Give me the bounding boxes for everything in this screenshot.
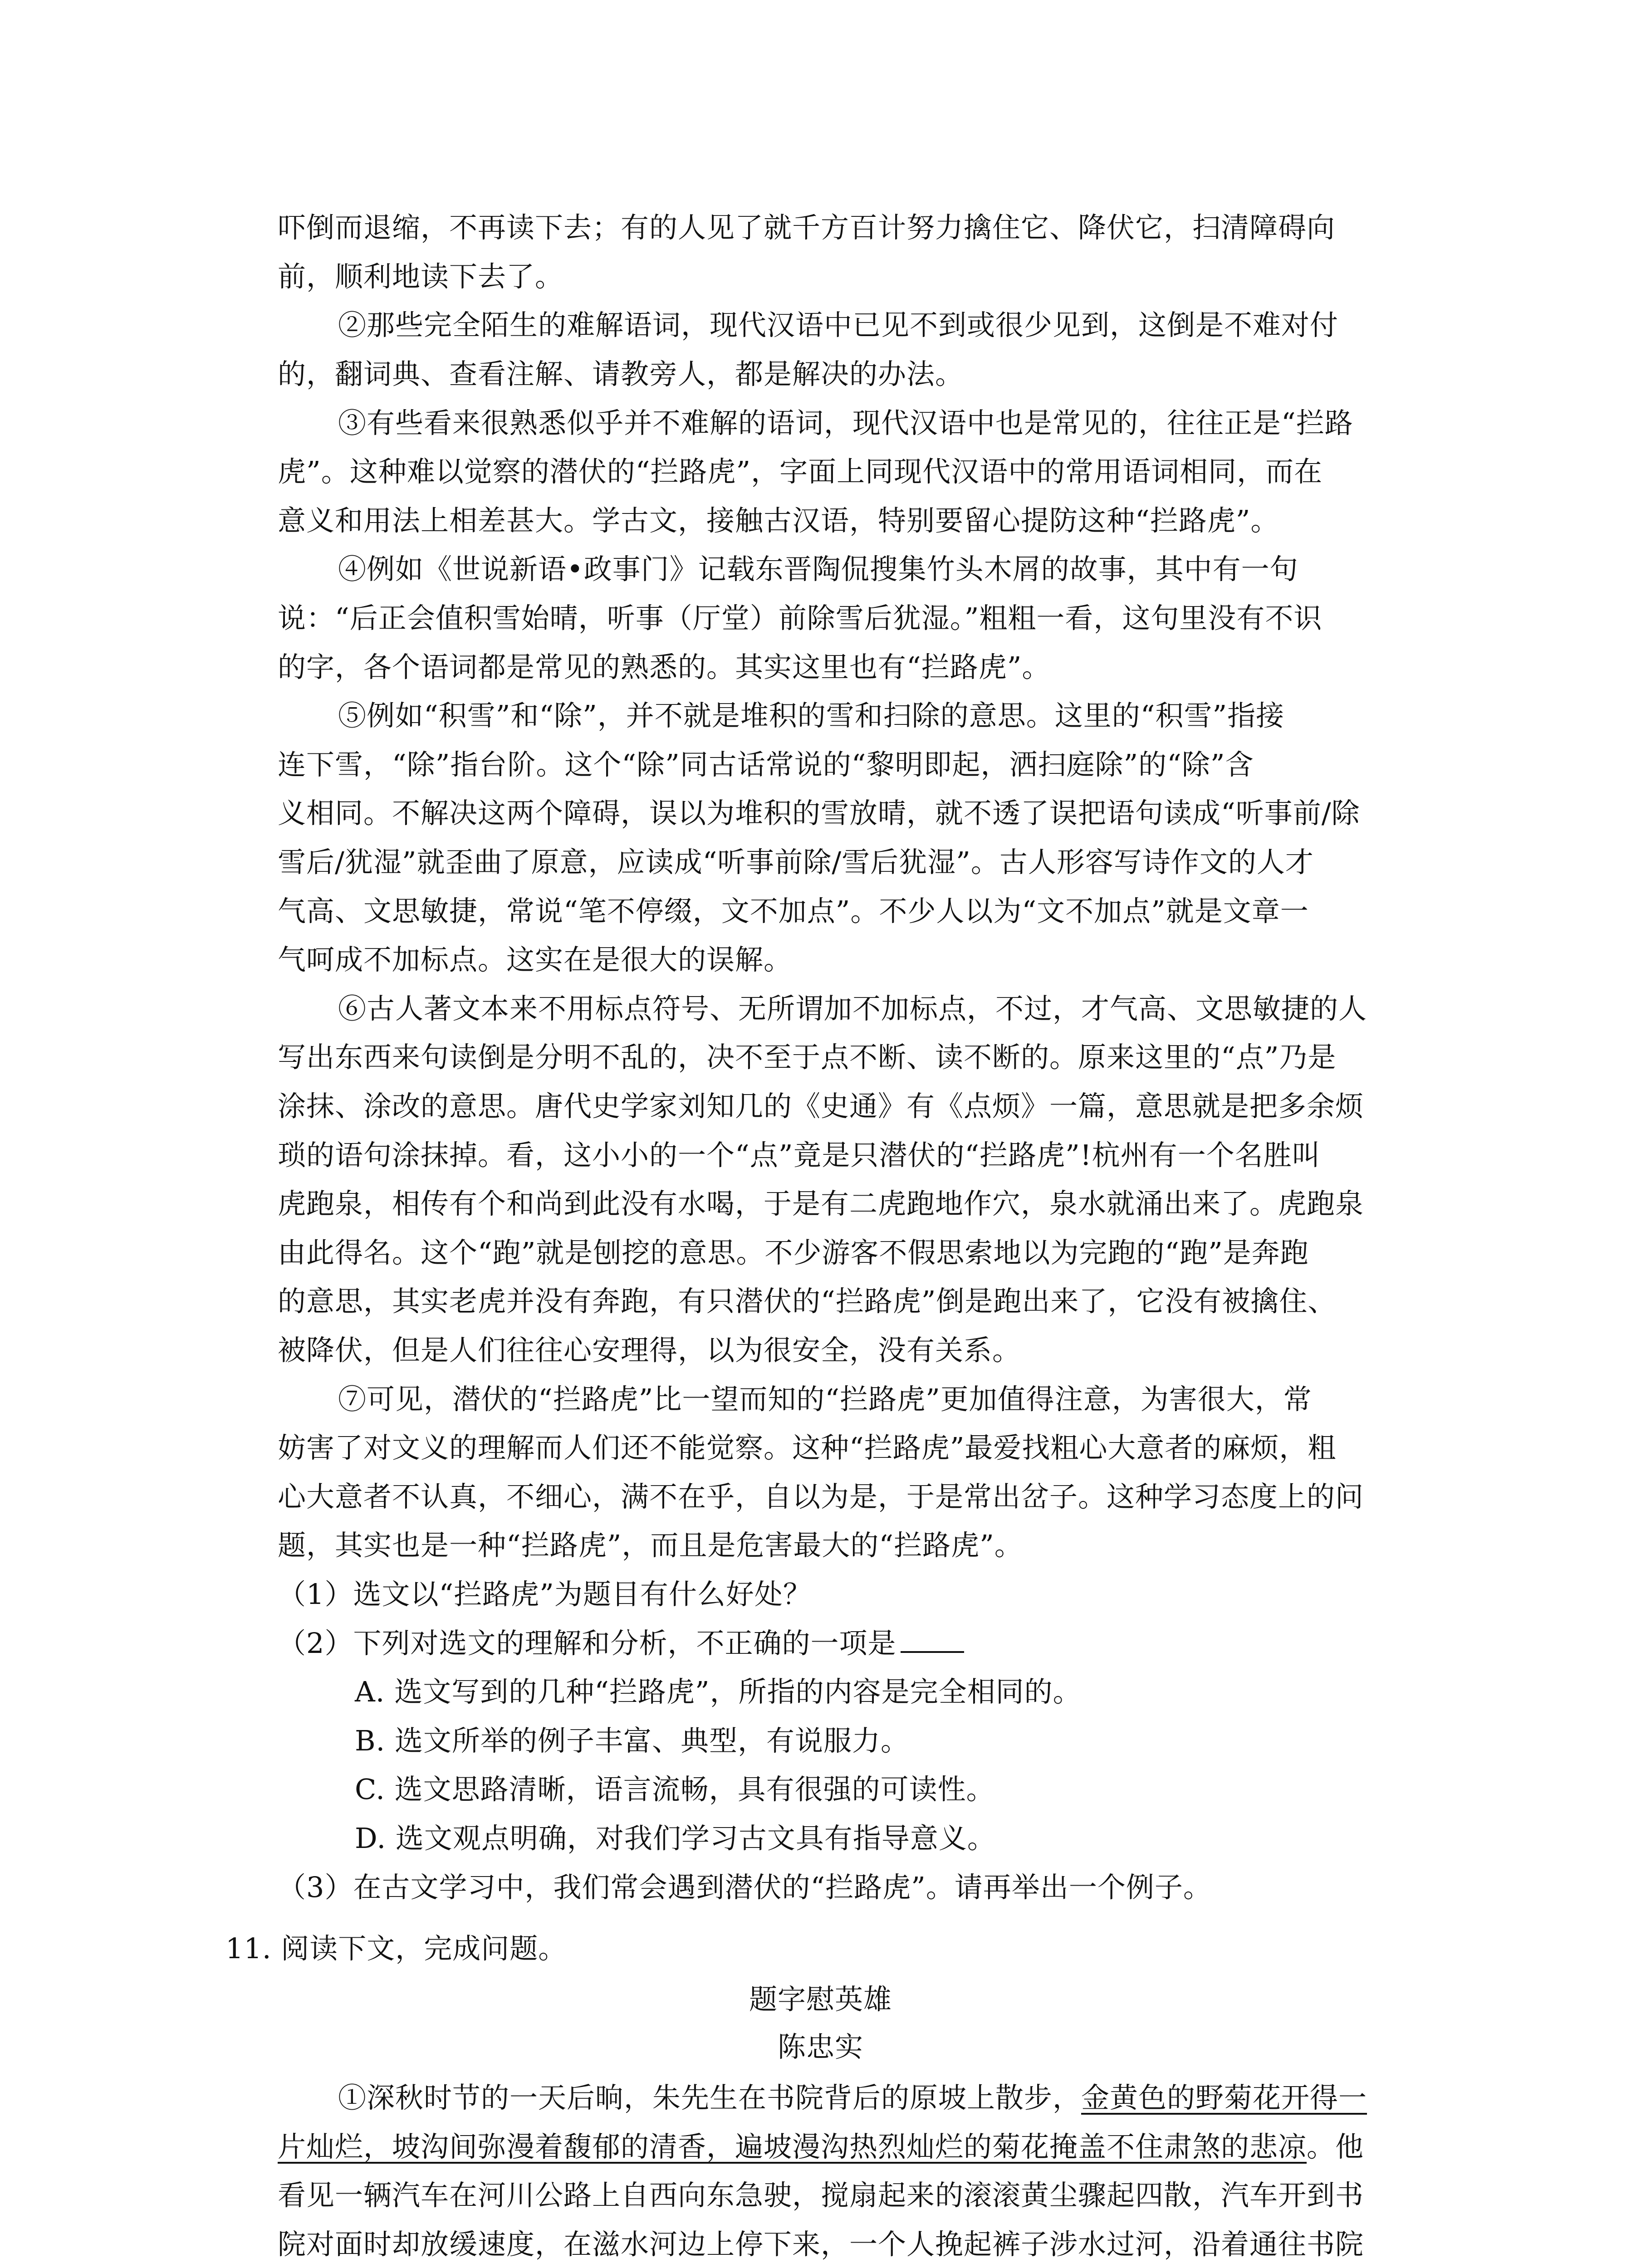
text-line: ②那些完全陌生的难解语词，现代汉语中已见不到或很少见到，这倒是不难对付 bbox=[338, 308, 1339, 342]
text-line: 写出东西来句读倒是分明不乱的，决不至于点不断、读不断的。原来这里的“点”乃是 bbox=[278, 1041, 1337, 1074]
text-line: ⑥古人著文本来不用标点符号、无所谓加不加标点，不过，才气高、文思敏捷的人 bbox=[338, 992, 1367, 1025]
text-line: 题，其实也是一种“拦路虎”，而且是危害最大的“拦路虎”。 bbox=[278, 1529, 1023, 1562]
text-line: 被降伏，但是人们往往心安理得，以为很安全，没有关系。 bbox=[278, 1334, 1021, 1367]
passage-line bbox=[278, 2129, 1364, 2165]
text-line: 由此得名。这个“跑”就是刨挖的意思。不少游客不假思索地以为完跑的“跑”是奔跑 bbox=[278, 1236, 1309, 1269]
text-line: ⑦可见，潜伏的“拦路虎”比一望而知的“拦路虎”更加值得注意，为害很大，常 bbox=[338, 1383, 1312, 1416]
text-line: 吓倒而退缩，不再读下去；有的人见了就千方百计努力擒住它、降伏它，扫清障碍向 bbox=[278, 211, 1336, 244]
text-line: 气高、文思敏捷，常说“笔不停缀，文不加点”。不少人以为“文不加点”就是文章一 bbox=[278, 894, 1309, 928]
question-11-heading: 11. 阅读下文，完成问题。 bbox=[225, 1932, 567, 1965]
passage-text: 。他 bbox=[1307, 2130, 1364, 2163]
text-line: 虎”。这种难以觉察的潜伏的“拦路虎”，字面上同现代汉语中的常用语词相同，而在 bbox=[278, 455, 1323, 488]
text-line: 涂抹、涂改的意思。唐代史学家刘知几的《史通》有《点烦》一篇，意思就是把多余烦 bbox=[278, 1090, 1364, 1123]
passage-line: 院对面时却放缓速度，在滋水河边上停下来，一个人挽起裤子涉水过河，沿着通往书院 bbox=[278, 2228, 1364, 2261]
text-line: 虎跑泉，相传有个和尚到此没有水喝，于是有二虎跑地作穴，泉水就涌出来了。虎跑泉 bbox=[278, 1187, 1364, 1220]
text-line: 的字，各个语词都是常见的熟悉的。其实这里也有“拦路虎”。 bbox=[278, 650, 1051, 684]
passage-line bbox=[338, 2080, 1367, 2116]
question-2-text: （2）下列对选文的理解和分析，不正确的一项是 bbox=[278, 1627, 896, 1660]
passage-line: 看见一辆汽车在河川公路上自西向东急驶，搅扇起来的滚滚黄尘骤起四散，汽车开到书 bbox=[278, 2179, 1364, 2212]
text-line: 的意思，其实老虎并没有奔跑，有只潜伏的“拦路虎”倒是跑出来了，它没有被擒住、 bbox=[278, 1285, 1337, 1318]
passage-text: ①深秋时节的一天后晌，朱先生在书院背后的原坡上散步， bbox=[338, 2081, 1082, 2114]
question-1: （1）选文以“拦路虎”为题目有什么好处？ bbox=[278, 1578, 812, 1611]
text-line: ③有些看来很熟悉似乎并不难解的语词，现代汉语中也是常见的，往往正是“拦路 bbox=[338, 406, 1353, 440]
passage-title: 题字慰英雄 bbox=[749, 1983, 892, 2016]
text-line: 连下雪，“除”指台阶。这个“除”同古话常说的“黎明即起，洒扫庭除”的“除”含 bbox=[278, 748, 1254, 781]
question-3: （3）在古文学习中，我们常会遇到潜伏的“拦路虎”。请再举出一个例子。 bbox=[278, 1871, 1212, 1904]
text-line: 气呵成不加标点。这实在是很大的误解。 bbox=[278, 943, 793, 976]
text-line: 意义和用法上相差甚大。学古文，接触古汉语，特别要留心提防这种“拦路虎”。 bbox=[278, 504, 1279, 537]
passage-author: 陈忠实 bbox=[777, 2030, 863, 2063]
text-line: 雪后/犹湿”就歪曲了原意，应读成“听事前除/雪后犹湿”。古人形容写诗作文的人才 bbox=[278, 846, 1314, 879]
text-line: 的，翻词典、查看注解、请教旁人，都是解决的办法。 bbox=[278, 357, 964, 391]
question-2 bbox=[278, 1625, 964, 1662]
option-a: A. 选文写到的几种“拦路虎”，所指的内容是完全相同的。 bbox=[355, 1675, 1082, 1708]
text-line: 说：“后正会值积雪始晴，听事（厅堂）前除雪后犹湿。”粗粗一看，这句里没有不识 bbox=[278, 601, 1323, 635]
answer-blank[interactable] bbox=[901, 1626, 964, 1653]
option-d: D. 选文观点明确，对我们学习古文具有指导意义。 bbox=[355, 1822, 996, 1855]
text-line: 琐的语句涂抹掉。看，这小小的一个“点”竟是只潜伏的“拦路虎”!杭州有一个名胜叫 bbox=[278, 1139, 1321, 1172]
text-line: ④例如《世说新语•政事门》记载东晋陶侃搜集竹头木屑的故事，其中有一句 bbox=[338, 552, 1298, 586]
option-c: C. 选文思路清晰，语言流畅，具有很强的可读性。 bbox=[355, 1773, 995, 1806]
option-b: B. 选文所举的例子丰富、典型，有说服力。 bbox=[355, 1724, 909, 1757]
text-line: 义相同。不解决这两个障碍，误以为堆积的雪放晴，就不透了误把语句读成“听事前/除 bbox=[278, 797, 1360, 830]
text-line: 妨害了对文义的理解而人们还不能觉察。这种“拦路虎”最爱找粗心大意者的麻烦，粗 bbox=[278, 1431, 1337, 1464]
text-line: ⑤例如“积雪”和“除”，并不就是堆积的雪和扫除的意思。这里的“积雪”指接 bbox=[338, 699, 1285, 732]
underlined-text: 金黄色的野菊花开得一 bbox=[1081, 2081, 1367, 2114]
underlined-text: 片灿烂，坡沟间弥漫着馥郁的清香，遍坡漫沟热烈灿烂的菊花掩盖不住肃煞的悲凉 bbox=[278, 2130, 1307, 2163]
text-line: 前，顺利地读下去了。 bbox=[278, 260, 564, 293]
text-line: 心大意者不认真，不细心，满不在乎，自以为是，于是常出岔子。这种学习态度上的问 bbox=[278, 1480, 1364, 1513]
